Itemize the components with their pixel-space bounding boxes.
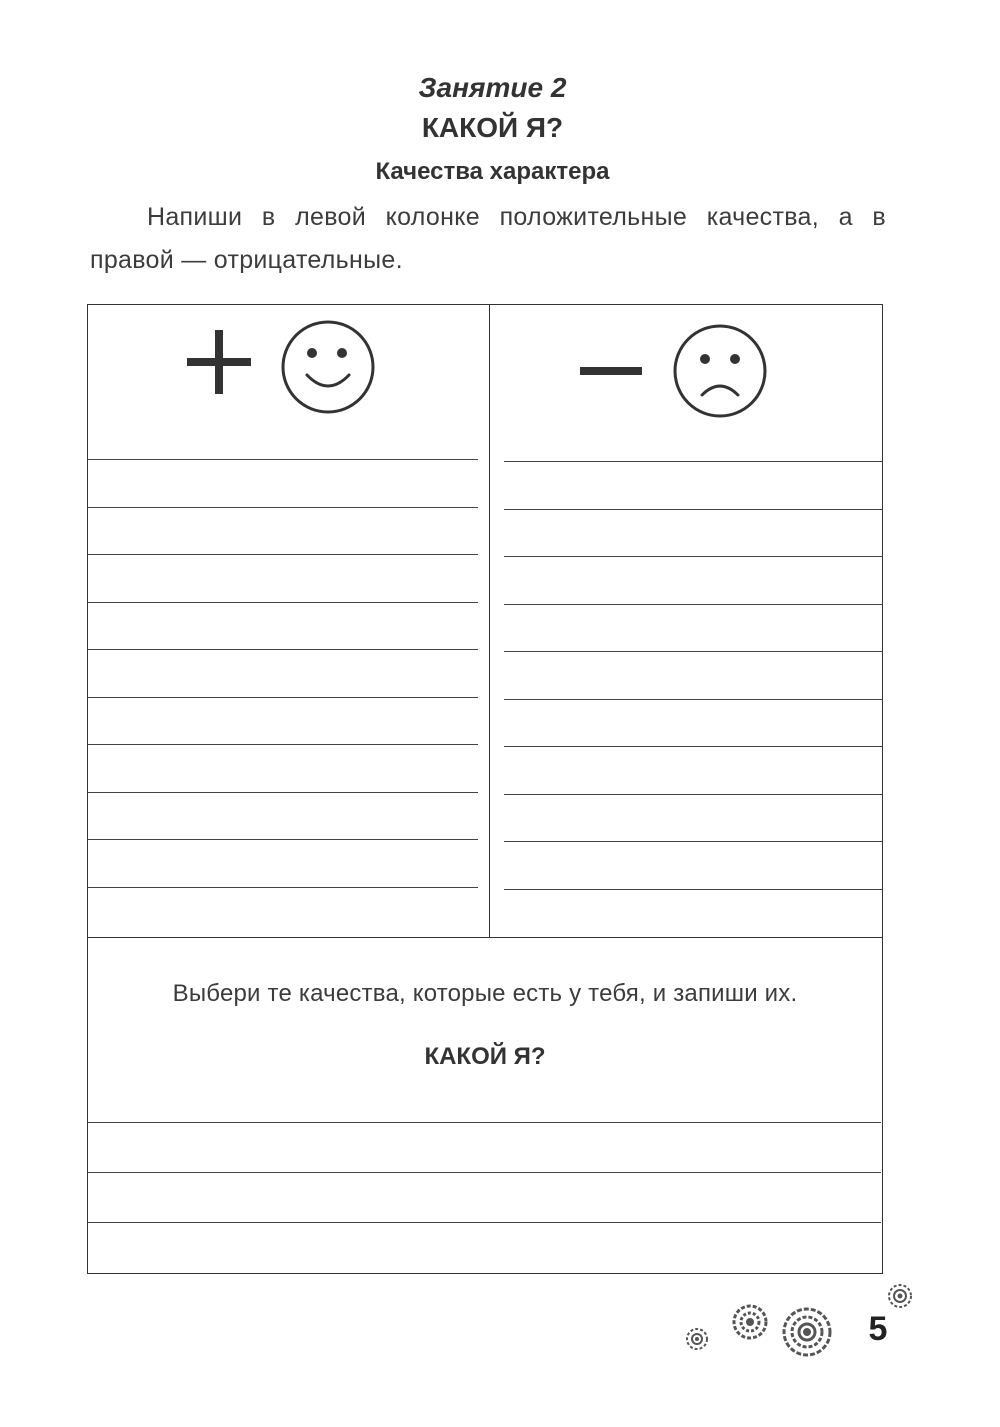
writing-line bbox=[504, 604, 882, 605]
writing-line bbox=[88, 839, 478, 840]
writing-line bbox=[88, 1222, 881, 1223]
writing-line bbox=[504, 746, 882, 747]
writing-line bbox=[88, 459, 478, 460]
plus-icon bbox=[184, 327, 254, 397]
instruction-text: Напиши в левой колонке положительные качества, а в правой — отрицательные. bbox=[90, 203, 886, 274]
worksheet-table bbox=[87, 304, 883, 1274]
writing-line bbox=[88, 1122, 881, 1123]
writing-line bbox=[504, 651, 882, 652]
writing-line bbox=[88, 697, 478, 698]
smiley-face-icon bbox=[280, 319, 376, 415]
flower-ornament-icon bbox=[780, 1305, 834, 1359]
writing-line bbox=[88, 887, 478, 888]
writing-line bbox=[88, 649, 478, 650]
answer-title: КАКОЙ Я? bbox=[424, 1043, 546, 1070]
sad-face-icon bbox=[672, 323, 768, 419]
writing-line bbox=[88, 554, 478, 555]
minus-icon bbox=[578, 363, 644, 379]
writing-line bbox=[504, 794, 882, 795]
answer-section bbox=[88, 937, 882, 1273]
writing-line bbox=[88, 1172, 881, 1173]
writing-line bbox=[88, 602, 478, 603]
page-number: 5 bbox=[868, 1310, 888, 1348]
writing-line bbox=[504, 509, 882, 510]
flower-ornament-icon bbox=[886, 1282, 914, 1310]
flower-ornament-icon bbox=[730, 1302, 770, 1342]
writing-line bbox=[88, 507, 478, 508]
writing-line bbox=[504, 556, 882, 557]
writing-line bbox=[504, 889, 882, 890]
writing-line bbox=[504, 699, 882, 700]
writing-line bbox=[504, 461, 882, 462]
writing-line bbox=[88, 744, 478, 745]
section-subtitle: Качества характера bbox=[375, 158, 610, 185]
flower-ornament-icon bbox=[684, 1326, 710, 1352]
topic-title: КАКОЙ Я? bbox=[421, 112, 564, 143]
lesson-heading: Занятие 2 bbox=[418, 72, 567, 103]
writing-line bbox=[504, 841, 882, 842]
writing-line bbox=[88, 792, 478, 793]
answer-prompt: Выбери те качества, которые есть у тебя, и запиши их. bbox=[172, 980, 798, 1007]
column-divider bbox=[489, 305, 490, 937]
